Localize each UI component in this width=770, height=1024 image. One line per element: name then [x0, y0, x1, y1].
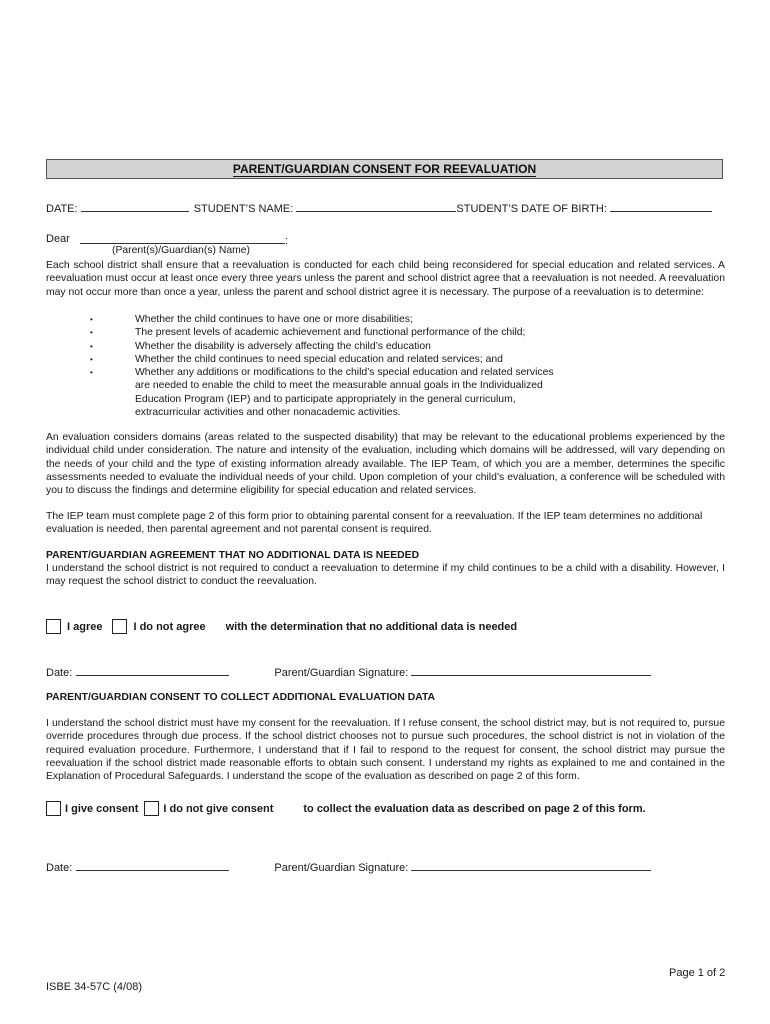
bullet-list	[90, 313, 650, 419]
consent-statement: to collect the evaluation data as described on page 2 of this form.	[303, 802, 646, 815]
dob-label: STUDENT’S DATE OF BIRTH:	[456, 203, 607, 215]
salutation	[46, 233, 70, 245]
parent-name-caption: (Parent(s)/Guardian(s) Name)	[112, 245, 251, 256]
bullet-text: Whether the child continues to need special education and related services; and	[135, 353, 503, 365]
form-id: ISBE 34-57C (4/08)	[46, 981, 142, 993]
give-consent-label: I give consent	[65, 802, 139, 815]
consent-heading: PARENT/GUARDIAN CONSENT TO COLLECT ADDITIONAL EVALUATION DATA	[46, 692, 436, 703]
dear-label: Dear	[46, 233, 70, 245]
agree-checkbox[interactable]	[46, 619, 61, 634]
bullet-text: Whether any additions or modifications to the child’s special education and related services are needed to enable the child to meet the measurable annual goals in the Individualized Education Program (IEP) and to participate appropriately in the general curriculum, extracurricular activities and other nonacademic activities.	[135, 367, 554, 419]
evaluation-paragraph: An evaluation considers domains (areas related to the suspected disability) that may be relevant to the educational problems experienced by the individual child under consideration. The nature and intensity of the evaluation, including which domains will be addressed, will vary depending on the needs of your child and the type of existing information already available. The IEP Team, of which you are a member, determines the specific assessments needed to evaluate the individual needs of your child. Upon completion of your child’s evaluation, a conference will be scheduled with you to discuss the findings and determine eligibility for special education and related services.	[46, 432, 725, 497]
colon: :	[285, 235, 289, 247]
student-name-field[interactable]	[296, 200, 456, 212]
bullet-text: Whether the disability is adversely affecting the child’s education	[135, 340, 431, 352]
give-consent-checkbox[interactable]	[46, 801, 61, 816]
agreement-signature-field[interactable]	[411, 664, 651, 676]
date-label: DATE:	[46, 203, 78, 215]
consent-signature-field[interactable]	[411, 859, 651, 871]
agreement-heading: PARENT/GUARDIAN AGREEMENT THAT NO ADDITIONAL DATA IS NEEDED	[46, 550, 420, 561]
agreement-date-field[interactable]	[76, 664, 229, 676]
agreement-statement: with the determination that no additional data is needed	[225, 620, 518, 633]
date-field[interactable]	[81, 200, 189, 212]
list-item	[90, 340, 650, 353]
iep-paragraph: The IEP team must complete page 2 of this form prior to obtaining parental consent for a reevaluation. If the IEP team determines no additional evaluation is needed, then parental agreement and not parental consent is required.	[46, 511, 703, 536]
agreement-signature-label: Parent/Guardian Signature:	[274, 667, 409, 679]
bullet-icon: •	[90, 315, 93, 324]
agreement-text: I understand the school district is not required to conduct a reevaluation to determine if my child continues to be a child with a disability. However, I may request the school district to conduct the reevaluation.	[46, 563, 725, 588]
list-item	[90, 366, 650, 419]
bullet-icon: •	[90, 328, 93, 338]
consent-signature-label: Parent/Guardian Signature:	[274, 862, 409, 874]
bullet-text: Whether the child continues to have one or more disabilities;	[135, 314, 413, 325]
agree-label: I agree	[67, 620, 103, 633]
intro-paragraph: Each school district shall ensure that a reevaluation is conducted for each child being reconsidered for special education and related services. A reevaluation must occur at least once every three years unless the parent and school district agree that a reevaluation is not needed. A reevaluation may not occur more than once a year, unless the parent and school district agree it is necessary. The purpose of a reevaluation is to determine:	[46, 260, 725, 298]
consent-date-label: Date:	[46, 862, 73, 874]
consent-text: I understand the school district must have my consent for the reevaluation. If I refuse consent, the school district may, but is not required to, pursue override procedures through due process. If the school district chooses not to pursue such procedures, the school district is not in violation of the required evaluation procedure. Furthermore, I understand that if I fail to respond to the request for consent, the school district may pursue the reevaluation if the school district made reasonable efforts to obtain such consent. I understand my rights as explained to me and contained in the Explanation of Procedural Safeguards. I understand the scope of the evaluation as described on page 2 of this form.	[46, 718, 725, 783]
header-fields	[46, 200, 712, 215]
agreement-date-label: Date:	[46, 667, 73, 679]
disagree-label: I do not agree	[133, 620, 206, 633]
consent-date-field[interactable]	[76, 859, 229, 871]
bullet-text: The present levels of academic achievement and functional performance of the child;	[135, 327, 526, 339]
form-title	[46, 159, 723, 179]
no-consent-label: I do not give consent	[163, 802, 274, 815]
agreement-choice-row	[46, 619, 517, 634]
bullet-icon: •	[90, 354, 93, 364]
list-item	[90, 313, 650, 326]
consent-signature-row	[46, 859, 651, 874]
consent-choice-row	[46, 801, 646, 816]
list-item	[90, 326, 650, 339]
dob-field[interactable]	[610, 200, 712, 212]
student-name-label: STUDENT’S NAME:	[193, 203, 294, 215]
no-consent-checkbox[interactable]	[144, 801, 159, 816]
bullet-icon: •	[90, 341, 93, 351]
form-title-text: PARENT/GUARDIAN CONSENT FOR REEVALUATION	[232, 162, 537, 176]
parent-name-field[interactable]	[80, 232, 285, 244]
list-item	[90, 353, 650, 366]
page-number: Page 1 of 2	[669, 967, 726, 979]
agreement-signature-row	[46, 664, 651, 679]
bullet-icon: •	[90, 368, 93, 378]
disagree-checkbox[interactable]	[112, 619, 127, 634]
